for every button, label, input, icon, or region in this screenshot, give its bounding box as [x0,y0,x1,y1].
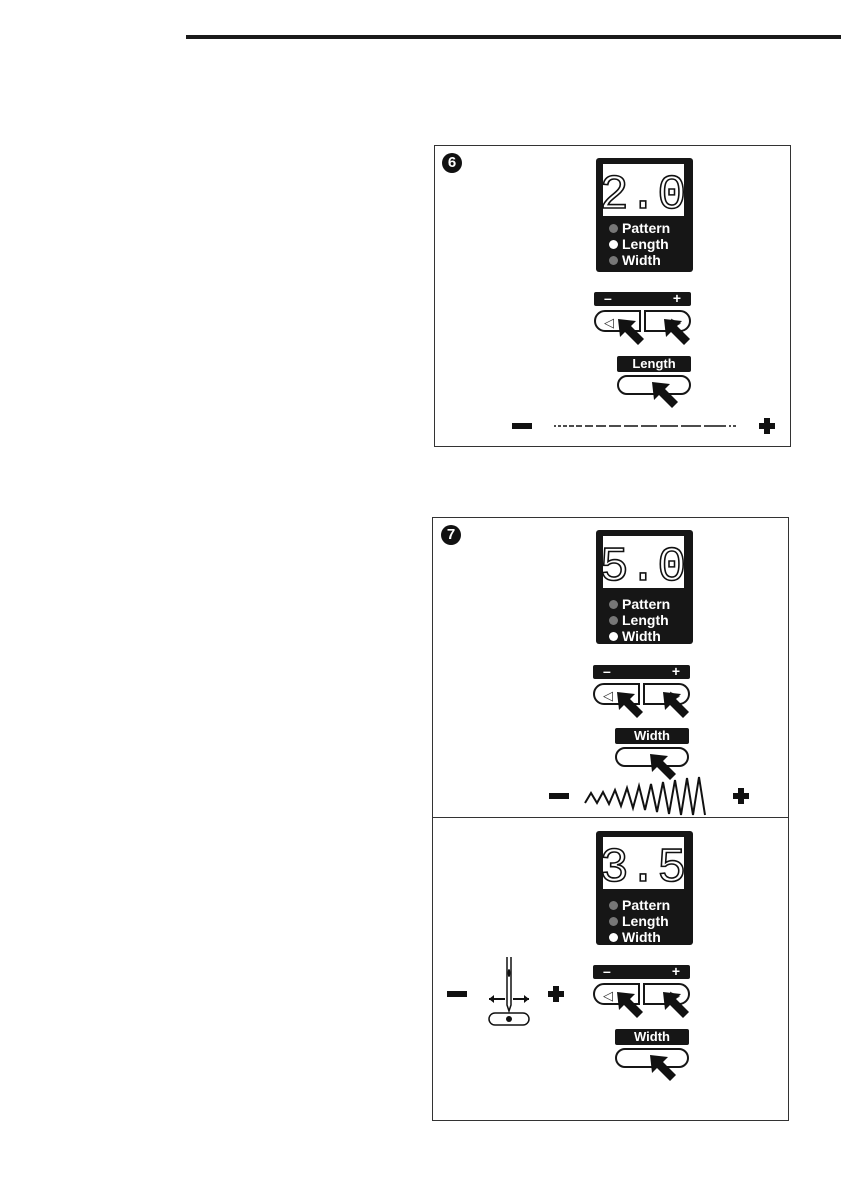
zigzag-stitch-icon [583,775,711,817]
step-7b-width-label: Width [615,1029,689,1045]
led-off-icon [609,901,618,910]
step-7-plus-minus-bar [593,665,690,679]
mode-length [609,913,670,929]
minus-icon [549,791,569,801]
plus-label: + [671,963,680,979]
led-off-icon [609,917,618,926]
step-7b-plus-minus-bar [593,965,690,979]
top-rule [186,35,841,39]
step-7-mode-list [609,596,670,644]
arrow-pointer-icon [615,990,645,1020]
step-7-width-label: Width [615,728,689,744]
arrow-pointer-icon [616,317,646,347]
led-off-icon [609,256,618,265]
mode-length-label: Length [622,913,669,929]
mode-pattern-label: Pattern [622,897,671,913]
step-6-display [596,158,693,272]
step-7b-display-value: 3.5 [599,842,687,896]
step-6-display-value: 2.0 [599,169,687,223]
step-6-plus-minus-bar [594,292,691,306]
straight-stitch-icon [552,421,738,431]
led-off-icon [609,224,618,233]
plus-icon [759,418,775,434]
led-on-icon [609,632,618,641]
mode-pattern [609,596,670,612]
arrow-pointer-icon [615,690,645,720]
mode-width [609,252,670,268]
led-on-icon [609,240,618,249]
minus-icon [512,421,532,431]
step-7b-mode-list [609,897,670,945]
step-6-digits [599,166,687,223]
decrease-button[interactable]: ◁ [594,310,642,332]
minus-label: – [604,290,612,306]
step-7-divider [432,817,789,818]
step-7-badge: 7 [441,525,461,545]
arrow-pointer-icon [648,1053,678,1083]
mode-width-label: Width [622,929,661,945]
step-6-mode-list [609,220,670,268]
decrease-button[interactable]: ◁ [593,983,641,1005]
step-7-screen [599,536,687,595]
minus-icon [447,989,467,999]
step-7b-display [596,831,693,945]
led-on-icon [609,933,618,942]
plus-label: + [671,663,680,679]
step-7-display-value: 5.0 [599,541,687,595]
mode-length-label: Length [622,612,669,628]
step-6-screen [599,164,687,223]
plus-icon [548,986,564,1002]
arrow-pointer-icon [650,380,680,410]
led-off-icon [609,600,618,609]
mode-width [609,628,670,644]
step-7-display [596,530,693,644]
mode-pattern-label: Pattern [622,220,671,236]
mode-length [609,612,670,628]
minus-label: – [603,963,611,979]
arrow-pointer-icon [662,317,692,347]
mode-length-label: Length [622,236,669,252]
mode-width [609,929,670,945]
mode-pattern-label: Pattern [622,596,671,612]
step-6-length-label: Length [617,356,691,372]
step-7b-digits [599,839,687,896]
arrow-pointer-icon [661,990,691,1020]
plus-icon [733,788,749,804]
mode-length [609,236,670,252]
step-7b-screen [599,837,687,896]
plus-label: + [672,290,681,306]
step-7-digits [599,538,687,595]
mode-width-label: Width [622,628,661,644]
needle-icon [485,955,533,1027]
mode-pattern [609,220,670,236]
led-off-icon [609,616,618,625]
step-6-badge: 6 [442,153,462,173]
arrow-pointer-icon [661,690,691,720]
mode-pattern [609,897,670,913]
mode-width-label: Width [622,252,661,268]
minus-label: – [603,663,611,679]
decrease-button[interactable]: ◁ [593,683,641,705]
